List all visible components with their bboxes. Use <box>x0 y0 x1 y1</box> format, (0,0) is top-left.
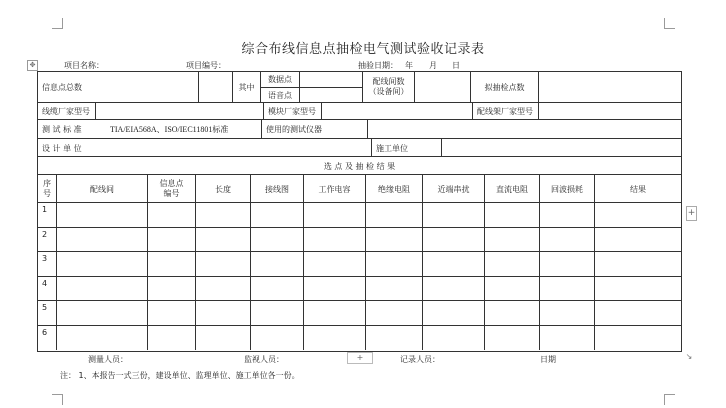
col-header-return-loss: 回波损耗 <box>539 175 594 203</box>
crop-mark-top-right <box>664 18 675 29</box>
table-cell[interactable] <box>594 203 681 228</box>
table-cell[interactable] <box>422 301 484 326</box>
table-cell[interactable] <box>250 203 303 228</box>
table-cell[interactable] <box>484 228 539 253</box>
col-header-point-no-line2: 编号 <box>163 189 180 198</box>
table-cell[interactable] <box>56 252 147 277</box>
table-cell[interactable] <box>365 252 422 277</box>
construction-unit-label: 施工单位 <box>371 139 441 157</box>
total-points-value[interactable] <box>198 72 232 102</box>
table-cell[interactable] <box>594 326 681 351</box>
vendor-row <box>38 102 681 120</box>
table-cell[interactable] <box>195 326 250 351</box>
col-header-index <box>38 175 56 203</box>
project-no-label: 项目编号： <box>186 61 226 70</box>
table-cell[interactable] <box>147 203 195 228</box>
col-header-insulation: 绝缘电阻 <box>365 175 422 203</box>
table-cell[interactable] <box>250 301 303 326</box>
table-row <box>38 276 681 302</box>
table-row <box>38 325 681 351</box>
col-header-capacitance: 工作电容 <box>303 175 365 203</box>
table-cell[interactable] <box>539 277 594 302</box>
module-vendor-value[interactable] <box>321 103 472 120</box>
resize-handle-icon[interactable]: ↘ <box>685 352 693 361</box>
tester-label: 测量人员： <box>88 355 128 364</box>
table-cell[interactable] <box>539 301 594 326</box>
document-title: 综合布线信息点抽检电气测试验收记录表 <box>241 42 485 57</box>
table-cell[interactable] <box>594 301 681 326</box>
table-cell[interactable] <box>594 277 681 302</box>
crop-mark-top-left <box>52 18 63 29</box>
table-cell[interactable] <box>484 301 539 326</box>
date-label: 日期 <box>540 355 556 364</box>
cable-vendor-value[interactable] <box>95 103 263 120</box>
table-cell[interactable] <box>250 326 303 351</box>
table-cell[interactable] <box>484 252 539 277</box>
table-cell[interactable] <box>303 228 365 253</box>
table-cell[interactable] <box>56 277 147 302</box>
row-number: 4 <box>42 278 48 288</box>
col-header-point-no-line1: 信息点 <box>159 179 184 188</box>
col-header-wiring-room: 配线间 <box>56 175 147 203</box>
planned-check-label: 拟抽检点数 <box>470 72 538 102</box>
table-cell[interactable] <box>195 301 250 326</box>
month-label: 月 <box>429 61 437 70</box>
voice-point-label: 语音点 <box>261 87 299 102</box>
table-cell[interactable] <box>303 301 365 326</box>
col-header-length: 长度 <box>195 175 250 203</box>
table-cell[interactable] <box>303 203 365 228</box>
table-cell[interactable] <box>365 326 422 351</box>
test-standard-value: TIA/EIA568A、ISO/IEC11801标准 <box>110 125 229 134</box>
col-header-result: 结果 <box>594 175 681 203</box>
qizhong-label: 其中 <box>232 72 260 102</box>
crop-mark-bottom-right <box>664 394 675 405</box>
table-row <box>38 251 681 277</box>
planned-check-value[interactable] <box>538 72 681 102</box>
table-cell[interactable] <box>250 252 303 277</box>
cable-vendor-label: 线缆厂家型号 <box>42 107 90 116</box>
table-cell[interactable] <box>56 326 147 351</box>
row-number: 5 <box>42 303 48 312</box>
totals-row <box>38 72 681 102</box>
standard-row <box>38 119 681 139</box>
table-cell[interactable] <box>422 277 484 302</box>
table-cell[interactable] <box>56 228 147 253</box>
table-cell[interactable] <box>484 326 539 351</box>
data-point-label: 数据点 <box>268 75 292 84</box>
row-number: 6 <box>42 327 48 337</box>
table-cell[interactable] <box>303 252 365 277</box>
table-cell[interactable] <box>365 277 422 302</box>
table-cell[interactable] <box>539 228 594 253</box>
add-row-button[interactable]: + <box>347 352 373 364</box>
module-vendor-label: 模块厂家型号 <box>263 103 321 120</box>
table-cell[interactable] <box>365 203 422 228</box>
recorder-label: 记录人员： <box>400 355 440 364</box>
wiring-room-line2: （设备间） <box>368 87 409 96</box>
table-cell[interactable] <box>539 326 594 351</box>
section-title: 选 点 及 抽 检 结 果 <box>323 161 396 171</box>
report-note: 注： 1、本报告一式三份，建设单位、监理单位、施工单位各一份。 <box>60 371 300 380</box>
table-cell[interactable] <box>56 301 147 326</box>
table-cell[interactable] <box>422 252 484 277</box>
table-cell[interactable] <box>594 252 681 277</box>
supervisor-label: 监视人员： <box>244 355 284 364</box>
table-row <box>38 202 681 228</box>
table-cell[interactable] <box>422 228 484 253</box>
table-cell[interactable] <box>195 277 250 302</box>
test-standard-label: 测 试 标 准 <box>42 125 82 134</box>
table-cell[interactable] <box>195 228 250 253</box>
table-cell[interactable] <box>56 203 147 228</box>
col-header-wiremap: 接线图 <box>250 175 303 203</box>
wiring-room-label <box>362 72 414 102</box>
design-unit-label: 设 计 单 位 <box>42 143 82 153</box>
table-cell[interactable] <box>147 228 195 253</box>
project-name-label: 项目名称： <box>64 61 104 70</box>
col-header-point-no <box>147 175 195 203</box>
panel-vendor-label: 配线架厂家型号 <box>472 103 538 120</box>
table-cell[interactable] <box>365 228 422 253</box>
test-instrument-label: 使用的测试仪器 <box>261 120 367 139</box>
col-header-next: 近端串扰 <box>422 175 484 203</box>
design-unit-value[interactable] <box>106 139 371 157</box>
panel-vendor-value[interactable] <box>538 103 681 120</box>
table-cell[interactable] <box>594 228 681 253</box>
table-row <box>38 227 681 253</box>
col-header-index-line1: 序 <box>43 179 51 188</box>
col-header-index-line2: 号 <box>43 189 51 198</box>
day-label: 日 <box>452 61 460 70</box>
row-number: 3 <box>42 254 48 263</box>
crop-mark-bottom-left <box>52 394 63 405</box>
table-cell[interactable] <box>147 277 195 302</box>
table-cell[interactable] <box>147 301 195 326</box>
table-cell[interactable] <box>484 203 539 228</box>
table-cell[interactable] <box>422 326 484 351</box>
table-cell[interactable] <box>303 326 365 351</box>
data-point-value[interactable] <box>299 72 362 87</box>
table-cell[interactable] <box>303 277 365 302</box>
section-row <box>38 156 681 175</box>
add-column-button[interactable]: + <box>686 206 697 221</box>
table-cell[interactable] <box>250 228 303 253</box>
table-cell[interactable] <box>539 252 594 277</box>
move-handle-icon[interactable]: ✥ <box>27 60 38 71</box>
table-cell[interactable] <box>422 203 484 228</box>
table-row <box>38 300 681 326</box>
test-instrument-value[interactable] <box>367 120 681 139</box>
table-cell[interactable] <box>539 203 594 228</box>
voice-point-value[interactable] <box>299 87 362 102</box>
table-cell[interactable] <box>195 203 250 228</box>
table-cell[interactable] <box>365 301 422 326</box>
table-cell[interactable] <box>484 277 539 302</box>
wiring-room-line1: 配线间数 <box>372 77 405 86</box>
header-row <box>38 174 681 203</box>
col-header-dc-resistance: 直流电阻 <box>484 175 539 203</box>
point-type-block <box>260 72 362 102</box>
table-cell[interactable] <box>250 277 303 302</box>
check-date-label: 抽验日期： <box>358 61 398 70</box>
unit-row <box>38 138 681 157</box>
record-table <box>37 71 682 352</box>
total-points-label: 信息点总数 <box>42 82 82 92</box>
construction-unit-value[interactable] <box>441 139 681 157</box>
row-number: 2 <box>42 229 48 239</box>
row-number: 1 <box>42 205 48 214</box>
year-label: 年 <box>405 61 413 70</box>
table-cell[interactable] <box>195 252 250 277</box>
table-cell[interactable] <box>147 252 195 277</box>
table-cell[interactable] <box>147 326 195 351</box>
wiring-room-value[interactable] <box>414 72 470 102</box>
